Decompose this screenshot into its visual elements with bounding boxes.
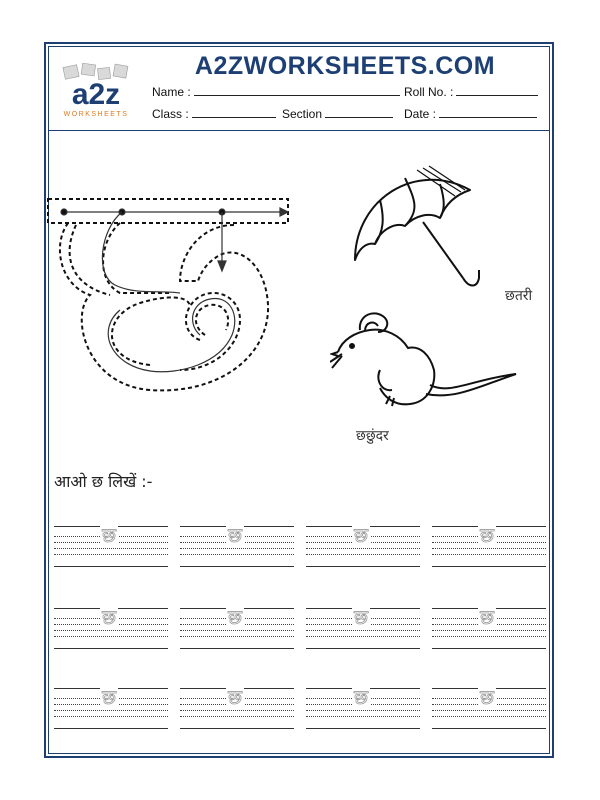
class-label: Class : [152,107,189,121]
tracing-letter: छ [228,523,243,547]
guide-line-bottom [54,648,168,649]
tracing-letter: छ [480,685,495,709]
tracing-letter: छ [228,605,243,629]
practice-grid[interactable] [54,510,550,750]
practice-cell[interactable] [306,592,420,654]
guide-line-bottom [54,728,168,729]
guide-line-dotted [54,548,168,549]
guide-line-dotted [180,636,294,637]
tracing-letter: छ [480,605,495,629]
guide-line-bottom [432,728,546,729]
logo-subtext: WORKSHEETS [63,111,129,118]
section-field[interactable] [282,107,393,121]
practice-cell[interactable] [54,510,168,572]
guide-line-dotted [180,548,294,549]
tracing-letter: छ [228,685,243,709]
a2z-logo [56,62,136,120]
guide-line-dotted [432,710,546,711]
practice-cell[interactable] [180,672,294,734]
practice-cell[interactable] [432,510,546,572]
guide-line-dotted [54,716,168,717]
tracing-letter: छ [480,523,495,547]
logo-text: a2z [71,78,121,111]
guide-line-bottom [180,566,294,567]
guide-line-bottom [432,648,546,649]
guide-line-dotted [432,636,546,637]
practice-cell[interactable] [432,592,546,654]
guide-line-dotted [306,716,420,717]
traced-letter-cha [40,185,300,415]
guide-line-dotted [432,548,546,549]
guide-line-dotted [306,548,420,549]
guide-line-bottom [180,648,294,649]
guide-line-dotted [54,554,168,555]
guide-line-dotted [54,710,168,711]
date-field[interactable] [404,107,537,121]
roll-no-label: Roll No. : [404,85,454,99]
guide-line-dotted [306,630,420,631]
guide-line-dotted [180,710,294,711]
guide-line-dotted [180,554,294,555]
guide-line-dotted [432,716,546,717]
practice-cell[interactable] [306,510,420,572]
tracing-letter: छ [102,523,117,547]
tracing-letter: छ [102,605,117,629]
guide-line-dotted [306,554,420,555]
guide-line-bottom [306,728,420,729]
header-divider [48,130,550,131]
instruction-text: आओ छ लिखें :- [54,472,153,491]
practice-cell[interactable] [54,592,168,654]
guide-line-dotted [180,630,294,631]
umbrella-icon [345,160,485,300]
guide-line-bottom [180,728,294,729]
guide-line-bottom [54,566,168,567]
guide-line-dotted [54,636,168,637]
mouse-caption: छछुंदर [356,428,389,444]
name-field[interactable] [152,85,400,99]
site-title: A2ZWORKSHEETS.COM [194,52,496,80]
practice-cell[interactable] [180,592,294,654]
section-label: Section [282,107,323,121]
guide-line-dotted [180,716,294,717]
class-field[interactable] [152,107,276,121]
mouse-icon [330,300,520,410]
name-label: Name : [152,85,191,99]
roll-no-field[interactable] [404,85,538,99]
guide-line-bottom [306,566,420,567]
tracing-letter: छ [102,685,117,709]
guide-line-bottom [432,566,546,567]
tracing-letter: छ [354,605,369,629]
guide-line-dotted [306,710,420,711]
umbrella-caption: छतरी [505,288,533,304]
guide-line-dotted [432,630,546,631]
guide-line-dotted [54,630,168,631]
guide-line-dotted [306,636,420,637]
practice-cell[interactable] [54,672,168,734]
guide-line-dotted [432,554,546,555]
tracing-letter: छ [354,685,369,709]
guide-line-bottom [306,648,420,649]
practice-cell[interactable] [432,672,546,734]
practice-cell[interactable] [306,672,420,734]
practice-cell[interactable] [180,510,294,572]
date-label: Date : [404,107,437,121]
tracing-letter: छ [354,523,369,547]
